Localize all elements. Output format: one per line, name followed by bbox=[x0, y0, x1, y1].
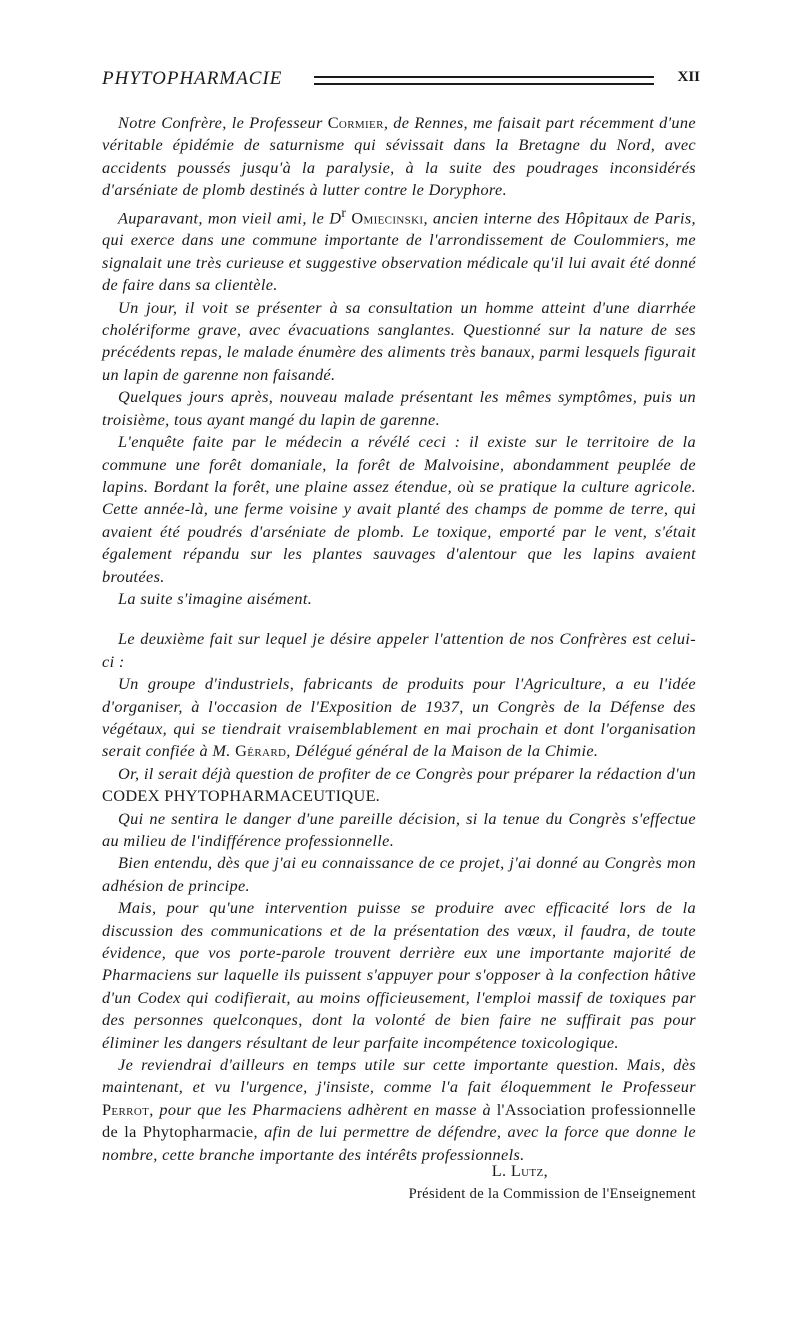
paragraph: La suite s'imagine aisément. bbox=[118, 588, 313, 608]
person-name: Perrot bbox=[102, 1099, 150, 1119]
codex-title: CODEX PHYTOPHARMACEUTIQUE bbox=[102, 786, 376, 806]
paragraph: Or, il serait déjà question de profiter de ce Congrès pour préparer la rédaction d'un CODEX PHYTOPHARMACEUTIQUE. bbox=[102, 763, 696, 806]
paragraph: Quelques jours après, nouveau malade présentant les mêmes symptômes, puis un troisième, tous ayant mangé du lapin de garenne. bbox=[102, 387, 696, 429]
paragraph: Un jour, il voit se présenter à sa consultation un homme atteint d'une diarrhée cholériforme grave, avec évacuations sanglantes. Questionné sur la nature de ses précédents repas, le malade énumère des aliments très banaux, parmi lesquels figurait un lapin de garenne non faisandé. bbox=[102, 297, 696, 384]
person-name: Gérard bbox=[235, 741, 287, 761]
running-title: PHYTOPHARMACIE bbox=[102, 68, 283, 89]
signature-title: Président de la Commission de l'Enseignement bbox=[408, 1185, 696, 1202]
article-body bbox=[102, 112, 696, 1205]
paragraph: Bien entendu, dès que j'ai eu connaissance de ce projet, j'ai donné au Congrès mon adhésion de principe. bbox=[102, 853, 696, 895]
paragraph: Mais, pour qu'une intervention puisse se produire avec efficacité lors de la discussion des communications et de la présentation des vœux, il faudra, de toute évidence, que vos porte-parole trouvent derrière eux une importante majorité de Pharmaciens sur laquelle ils puissent s'appuyer pour s'opposer à la confection hâtive d'un Codex qui codifierait, au moins officieusement, l'emploi massif de toxiques par des personnes quelconques, dont la volonté de bien faire ne suffirait pas pour éliminer les dangers résultant de leur parfaite incompétence toxicologique. bbox=[102, 898, 696, 1052]
signature-name: L. Lutz, bbox=[491, 1161, 548, 1181]
paragraph: Un groupe d'industriels, fabricants de produits pour l'Agriculture, a eu l'idée d'organiser, à l'occasion de l'Exposition de 1937, un Congrès de la Défense des végétaux, qui se tiendrait vraisemblablement en mai prochain et dont l'organisation serait confiée à M. Gérard, Délégué général de la Maison de la Chimie. bbox=[102, 674, 696, 761]
paragraph: Auparavant, mon vieil ami, le $D^r$ Omiecinski, ancien interne des Hôpitaux de Paris, qui exerce dans une commune importante de l'arrondissement de Coulommiers, me signalait une très curieuse et suggestive observation médicale qu'il lui avait été donné de faire dans sa clientèle. bbox=[102, 204, 696, 295]
paragraph: Je reviendrai d'ailleurs en temps utile sur cette importante question. Mais, dès maintenant, et vu l'urgence, j'insiste, comme l'a fait éloquemment le Professeur Perrot, pour que les Pharmaciens adhèrent en masse à l'Association professionnelle de la Phytopharmacie, afin de lui permettre de défendre, avec la force que donne le nombre, cette branche importante des intérêts professionnels. bbox=[102, 1055, 696, 1164]
person-name: Omiecinski bbox=[351, 208, 424, 228]
paragraph: Le deuxième fait sur lequel je désire appeler l'attention de nos Confrères est celui-ci : bbox=[102, 629, 696, 671]
association-name: l'Association professionnelle de la Phytopharmacie bbox=[102, 1099, 696, 1142]
paragraph: Qui ne sentira le danger d'une pareille décision, si la tenue du Congrès s'effectue au milieu de l'indifférence professionnelle. bbox=[102, 808, 696, 851]
header-double-rule bbox=[314, 76, 654, 85]
page-header bbox=[102, 68, 700, 98]
paragraph: Notre Confrère, le Professeur Cormier, de Rennes, me faisait part récemment d'une véritable épidémie de saturnisme qui sévissait dans la Bretagne du Nord, avec accidents poussés jusqu'à la paralysie, à la suite des poudrages inconsidérés d'arséniate de plomb destinés à lutter contre le Doryphore. bbox=[102, 113, 696, 200]
page-number: XII bbox=[677, 69, 700, 85]
paragraph: L'enquête faite par le médecin a révélé ceci : il existe sur le territoire de la commune une forêt domaniale, la forêt de Malvoisine, abondamment peuplée de lapins. Bordant la forêt, une plaine assez étendue, où se pratique la culture agricole. Cette année-là, une ferme voisine y avait planté des champs de pomme de terre, qui avaient été poudrés d'arséniate de plomb. Le toxique, emporté par le vent, s'était également répandu sur les plantes sauvages d'alentour que les lapins avaient broutées. bbox=[102, 432, 696, 586]
person-name: Cormier bbox=[327, 113, 384, 132]
